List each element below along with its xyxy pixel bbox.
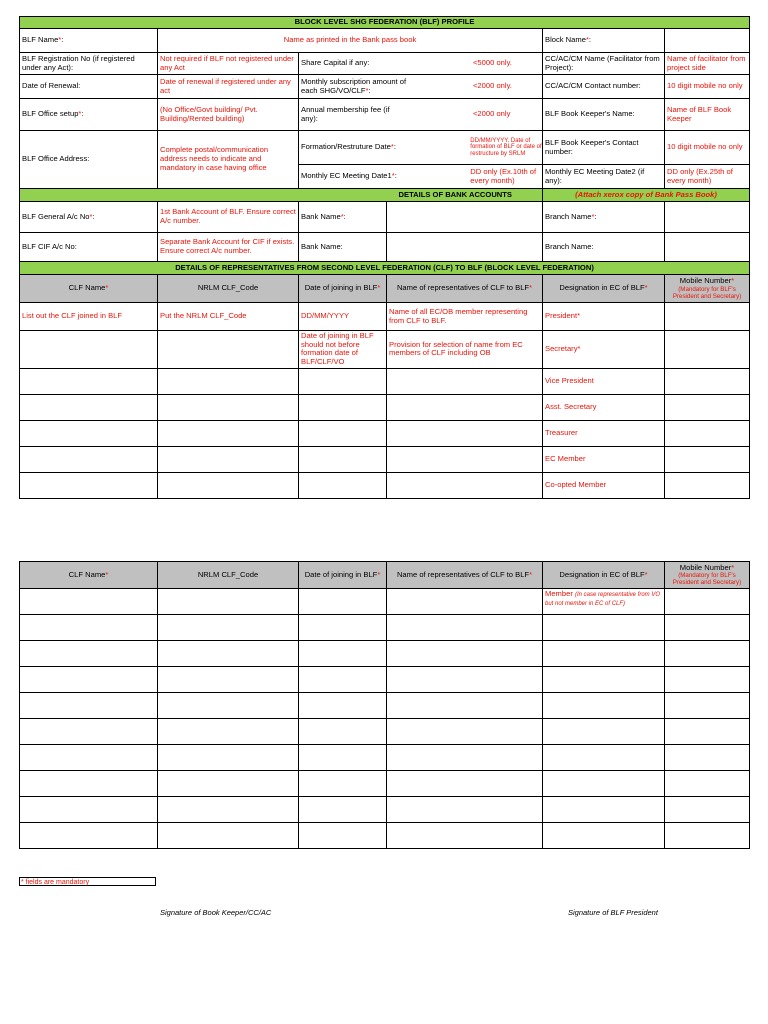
joining-date-cell[interactable] bbox=[299, 394, 387, 420]
designation-cell[interactable]: Secretary* bbox=[543, 331, 665, 369]
table-row bbox=[20, 615, 750, 641]
mobile-cell[interactable] bbox=[665, 368, 750, 394]
clf-name-cell[interactable] bbox=[20, 368, 158, 394]
ec-meeting1-label: Monthly EC Meeting Date1 bbox=[301, 171, 392, 181]
table-row bbox=[20, 446, 750, 472]
mobile-cell[interactable] bbox=[665, 797, 750, 823]
designation-cell[interactable] bbox=[543, 771, 665, 797]
formation-date-label: Formation/Restruture Date bbox=[301, 142, 391, 152]
formation-date-cell: Formation/Restruture Date*: DD/MM/YYYY. Date of formation of BLF or date of restructure by SRLM bbox=[299, 131, 543, 165]
office-address-label: BLF Office Address: bbox=[20, 131, 158, 189]
clf-code-cell[interactable] bbox=[158, 331, 299, 369]
bank-name2-label: Bank Name: bbox=[299, 233, 387, 262]
mobile-cell[interactable] bbox=[665, 589, 750, 615]
bookkeeper-contact-field[interactable]: 10 digit mobile no only bbox=[665, 131, 750, 165]
general-account-label: BLF General A/c No*: bbox=[20, 202, 158, 233]
table-row bbox=[20, 719, 750, 745]
designation-cell[interactable]: Treasurer bbox=[543, 420, 665, 446]
rep-name-cell[interactable] bbox=[387, 745, 543, 771]
header-rep-name: Name of representatives of CLF to BLF* bbox=[387, 562, 543, 589]
table-row bbox=[20, 823, 750, 849]
designation-cell[interactable] bbox=[543, 693, 665, 719]
clf-name-cell[interactable] bbox=[20, 446, 158, 472]
clf-code-cell[interactable]: Put the NRLM CLF_Code bbox=[158, 303, 299, 331]
joining-date-cell[interactable]: DD/MM/YYYY bbox=[299, 303, 387, 331]
clf-name-cell[interactable] bbox=[20, 394, 158, 420]
table-row bbox=[20, 472, 750, 498]
profile-title: BLOCK LEVEL SHG FEDERATION (BLF) PROFILE bbox=[20, 17, 750, 29]
table-row bbox=[20, 693, 750, 719]
clf-code-cell[interactable] bbox=[158, 589, 299, 615]
ec-meeting1-field[interactable]: DD only (Ex.10th of every month) bbox=[470, 166, 537, 185]
designation-cell[interactable] bbox=[543, 797, 665, 823]
clf-name-cell[interactable] bbox=[20, 797, 158, 823]
cif-account-field[interactable]: Separate Bank Account for CIF if exists. Ensure correct A/c number. bbox=[158, 233, 299, 262]
clf-code-cell[interactable] bbox=[158, 368, 299, 394]
clf-code-cell[interactable] bbox=[158, 472, 299, 498]
joining-date-cell[interactable] bbox=[299, 472, 387, 498]
mobile-cell[interactable] bbox=[665, 420, 750, 446]
rep-name-cell[interactable] bbox=[387, 472, 543, 498]
header-clf-name: CLF Name* bbox=[20, 562, 158, 589]
block-name-field[interactable] bbox=[665, 29, 750, 53]
rep-name-cell[interactable] bbox=[387, 615, 543, 641]
clf-name-cell[interactable] bbox=[20, 693, 158, 719]
rep-name-cell[interactable] bbox=[387, 589, 543, 615]
mobile-cell[interactable] bbox=[665, 745, 750, 771]
joining-date-cell[interactable] bbox=[299, 693, 387, 719]
header-designation: Designation in EC of BLF* bbox=[543, 562, 665, 589]
clf-name-cell[interactable] bbox=[20, 615, 158, 641]
clf-name-cell[interactable]: List out the CLF joined in BLF bbox=[20, 303, 158, 331]
joining-date-cell[interactable] bbox=[299, 745, 387, 771]
clf-name-cell[interactable] bbox=[20, 472, 158, 498]
blf-name-label: BLF Name*: bbox=[20, 29, 158, 53]
joining-date-cell[interactable] bbox=[299, 615, 387, 641]
mobile-cell[interactable] bbox=[665, 823, 750, 849]
mandatory-fields-note: * fields are mandatory bbox=[19, 877, 156, 886]
branch-name-label: Branch Name*: bbox=[543, 202, 665, 233]
mobile-cell[interactable] bbox=[665, 615, 750, 641]
designation-cell[interactable] bbox=[543, 745, 665, 771]
branch-name2-label: Branch Name: bbox=[543, 233, 665, 262]
cif-account-label: BLF CIF A/c No: bbox=[20, 233, 158, 262]
mobile-cell[interactable] bbox=[665, 331, 750, 369]
clf-code-cell[interactable] bbox=[158, 394, 299, 420]
clf-code-cell[interactable] bbox=[158, 745, 299, 771]
joining-date-cell[interactable] bbox=[299, 797, 387, 823]
membership-fee-field[interactable]: <2000 only bbox=[473, 109, 511, 119]
joining-date-cell[interactable] bbox=[299, 667, 387, 693]
clf-code-cell[interactable] bbox=[158, 667, 299, 693]
office-address-field[interactable]: Complete postal/communication address needs to indicate and mandatory in case having office bbox=[158, 131, 299, 189]
designation-cell[interactable] bbox=[543, 615, 665, 641]
joining-date-cell[interactable] bbox=[299, 719, 387, 745]
clf-name-cell[interactable] bbox=[20, 719, 158, 745]
share-capital-label: Share Capital if any: <5000 only. bbox=[299, 53, 543, 75]
header-joining-date: Date of joining in BLF* bbox=[299, 275, 387, 303]
bookkeeper-name-field[interactable]: Name of BLF Book Keeper bbox=[665, 99, 750, 131]
mobile-cell[interactable] bbox=[665, 641, 750, 667]
rep-name-cell[interactable] bbox=[387, 667, 543, 693]
reg-no-field[interactable]: Not required if BLF not registered under any Act bbox=[158, 53, 299, 75]
monthly-subscription-field[interactable]: <2000 only. bbox=[473, 81, 512, 91]
rep-name-cell[interactable] bbox=[387, 368, 543, 394]
mobile-cell[interactable] bbox=[665, 667, 750, 693]
membership-fee-label: Annual membership fee (if any): <2000 only bbox=[299, 99, 543, 131]
header-clf-code: NRLM CLF_Code bbox=[158, 275, 299, 303]
joining-date-cell[interactable] bbox=[299, 420, 387, 446]
ec-meeting2-label: Monthly EC Meeting Date2 (if any): bbox=[543, 165, 665, 189]
clf-name-cell[interactable] bbox=[20, 771, 158, 797]
header-designation: Designation in EC of BLF* bbox=[543, 275, 665, 303]
rep-name-cell[interactable] bbox=[387, 797, 543, 823]
reg-no-label: BLF Registration No (if registered under any Act): bbox=[20, 53, 158, 75]
attach-pass-book-note: (Attach xerox copy of Bank Pass Book) bbox=[543, 189, 750, 202]
joining-date-cell[interactable] bbox=[299, 641, 387, 667]
designation-cell[interactable]: Member (In case representative from VO but not member in EC of CLF) bbox=[543, 589, 665, 615]
table-row bbox=[20, 589, 750, 615]
block-name-label: Block Name*: bbox=[543, 29, 665, 53]
blf-name-field[interactable]: Name as printed in the Bank pass book bbox=[158, 29, 543, 53]
table-row bbox=[20, 420, 750, 446]
clf-code-cell[interactable] bbox=[158, 719, 299, 745]
clf-code-cell[interactable] bbox=[158, 641, 299, 667]
designation-cell[interactable] bbox=[543, 719, 665, 745]
rep-name-cell[interactable]: Name of all EC/OB member representing from CLF to BLF. bbox=[387, 303, 543, 331]
rep-name-cell[interactable] bbox=[387, 446, 543, 472]
signature-president-label: Signature of BLF President bbox=[568, 908, 658, 917]
rep-name-cell[interactable] bbox=[387, 771, 543, 797]
joining-date-cell[interactable] bbox=[299, 771, 387, 797]
blf-profile-form bbox=[19, 16, 750, 499]
table-row bbox=[20, 303, 750, 331]
branch-name-field[interactable] bbox=[665, 202, 750, 233]
office-setup-label: BLF Office setup*: bbox=[20, 99, 158, 131]
renewal-field[interactable]: Date of renewal if registered under any act bbox=[158, 75, 299, 99]
joining-date-cell[interactable] bbox=[299, 823, 387, 849]
facilitator-label: CC/AC/CM Name (Facilitator from Project): bbox=[543, 53, 665, 75]
clf-code-cell[interactable] bbox=[158, 693, 299, 719]
table-row bbox=[20, 667, 750, 693]
share-capital-field[interactable]: <5000 only. bbox=[473, 58, 512, 68]
clf-name-cell[interactable] bbox=[20, 331, 158, 369]
clf-code-cell[interactable] bbox=[158, 823, 299, 849]
table-row bbox=[20, 771, 750, 797]
mobile-cell[interactable] bbox=[665, 446, 750, 472]
mobile-cell[interactable] bbox=[665, 472, 750, 498]
bank-section-title: DETAILS OF BANK ACCOUNTS bbox=[20, 189, 543, 202]
renewal-label: Date of Renewal: bbox=[20, 75, 158, 99]
general-account-field[interactable]: 1st Bank Account of BLF. Ensure correct A/c number. bbox=[158, 202, 299, 233]
clf-name-cell[interactable] bbox=[20, 823, 158, 849]
designation-cell[interactable] bbox=[543, 641, 665, 667]
joining-date-cell[interactable]: Date of joining in BLF should not before formation date of BLF/CLF/VO bbox=[299, 331, 387, 369]
joining-date-cell[interactable] bbox=[299, 589, 387, 615]
rep-name-cell[interactable]: Provision for selection of name from EC members of CLF including OB bbox=[387, 331, 543, 369]
bookkeeper-contact-label: BLF Book Keeper's Contact number: bbox=[543, 131, 665, 165]
rep-name-cell[interactable] bbox=[387, 823, 543, 849]
header-mobile: Mobile Number* (Mandatory for BLF's President and Secretary) bbox=[665, 275, 750, 303]
mobile-cell[interactable] bbox=[665, 719, 750, 745]
ec-meeting1-cell: Monthly EC Meeting Date1*: DD only (Ex.10th of every month) bbox=[299, 165, 543, 189]
clf-name-cell[interactable] bbox=[20, 420, 158, 446]
mobile-cell[interactable] bbox=[665, 771, 750, 797]
joining-date-cell[interactable] bbox=[299, 368, 387, 394]
clf-code-cell[interactable] bbox=[158, 771, 299, 797]
ec-meeting2-field[interactable]: DD only (Ex.25th of every month) bbox=[665, 165, 750, 189]
office-setup-field[interactable]: (No Office/Govt building/ Pvt. Building/Rented building) bbox=[158, 99, 299, 131]
clf-code-cell[interactable] bbox=[158, 420, 299, 446]
mobile-cell[interactable] bbox=[665, 303, 750, 331]
header-clf-name: CLF Name* bbox=[20, 275, 158, 303]
bank-name-field[interactable] bbox=[387, 202, 543, 233]
branch-name2-field[interactable] bbox=[665, 233, 750, 262]
designation-cell[interactable]: Co-opted Member bbox=[543, 472, 665, 498]
clf-name-cell[interactable] bbox=[20, 745, 158, 771]
header-clf-code: NRLM CLF_Code bbox=[158, 562, 299, 589]
monthly-subscription-label: Monthly subscription amount of each SHG/VO/CLF*: <2000 only. bbox=[299, 75, 543, 99]
contact-field[interactable]: 10 digit mobile no only bbox=[665, 75, 750, 99]
signature-bookkeeper-label: Signature of Book Keeper/CC/AC bbox=[160, 908, 272, 917]
header-rep-name: Name of representatives of CLF to BLF* bbox=[387, 275, 543, 303]
clf-name-cell[interactable] bbox=[20, 667, 158, 693]
table-row bbox=[20, 368, 750, 394]
table-row bbox=[20, 394, 750, 420]
header-joining-date: Date of joining in BLF* bbox=[299, 562, 387, 589]
designation-cell[interactable] bbox=[543, 823, 665, 849]
designation-cell[interactable]: President* bbox=[543, 303, 665, 331]
facilitator-field[interactable]: Name of facilitator from project side bbox=[665, 53, 750, 75]
designation-cell[interactable]: Vice President bbox=[543, 368, 665, 394]
rep-name-cell[interactable] bbox=[387, 719, 543, 745]
contact-label: CC/AC/CM Contact number: bbox=[543, 75, 665, 99]
header-mobile: Mobile Number* (Mandatory for BLF's President and Secretary) bbox=[665, 562, 750, 589]
table-row bbox=[20, 641, 750, 667]
bookkeeper-name-label: BLF Book Keeper's Name: bbox=[543, 99, 665, 131]
clf-name-cell[interactable] bbox=[20, 589, 158, 615]
designation-cell[interactable]: Asst. Secretary bbox=[543, 394, 665, 420]
designation-cell[interactable] bbox=[543, 667, 665, 693]
rep-name-cell[interactable] bbox=[387, 394, 543, 420]
representatives-section-title: DETAILS OF REPRESENTATIVES FROM SECOND LEVEL FEDERATION (CLF) TO BLF (BLOCK LEVEL FEDERATION) bbox=[20, 262, 750, 275]
representatives-continuation-table bbox=[19, 561, 750, 849]
mobile-cell[interactable] bbox=[665, 693, 750, 719]
mobile-cell[interactable] bbox=[665, 394, 750, 420]
clf-code-cell[interactable] bbox=[158, 446, 299, 472]
table-row bbox=[20, 797, 750, 823]
rep-name-cell[interactable] bbox=[387, 420, 543, 446]
table-row bbox=[20, 331, 750, 369]
rep-name-cell[interactable] bbox=[387, 641, 543, 667]
bank-name2-field[interactable] bbox=[387, 233, 543, 262]
clf-code-cell[interactable] bbox=[158, 797, 299, 823]
designation-cell[interactable]: EC Member bbox=[543, 446, 665, 472]
bank-name-label: Bank Name*: bbox=[299, 202, 387, 233]
clf-name-cell[interactable] bbox=[20, 641, 158, 667]
formation-date-field[interactable]: DD/MM/YYYY. Date of formation of BLF or date of restructure by SRLM bbox=[470, 137, 542, 157]
clf-code-cell[interactable] bbox=[158, 615, 299, 641]
table-row bbox=[20, 745, 750, 771]
joining-date-cell[interactable] bbox=[299, 446, 387, 472]
rep-name-cell[interactable] bbox=[387, 693, 543, 719]
